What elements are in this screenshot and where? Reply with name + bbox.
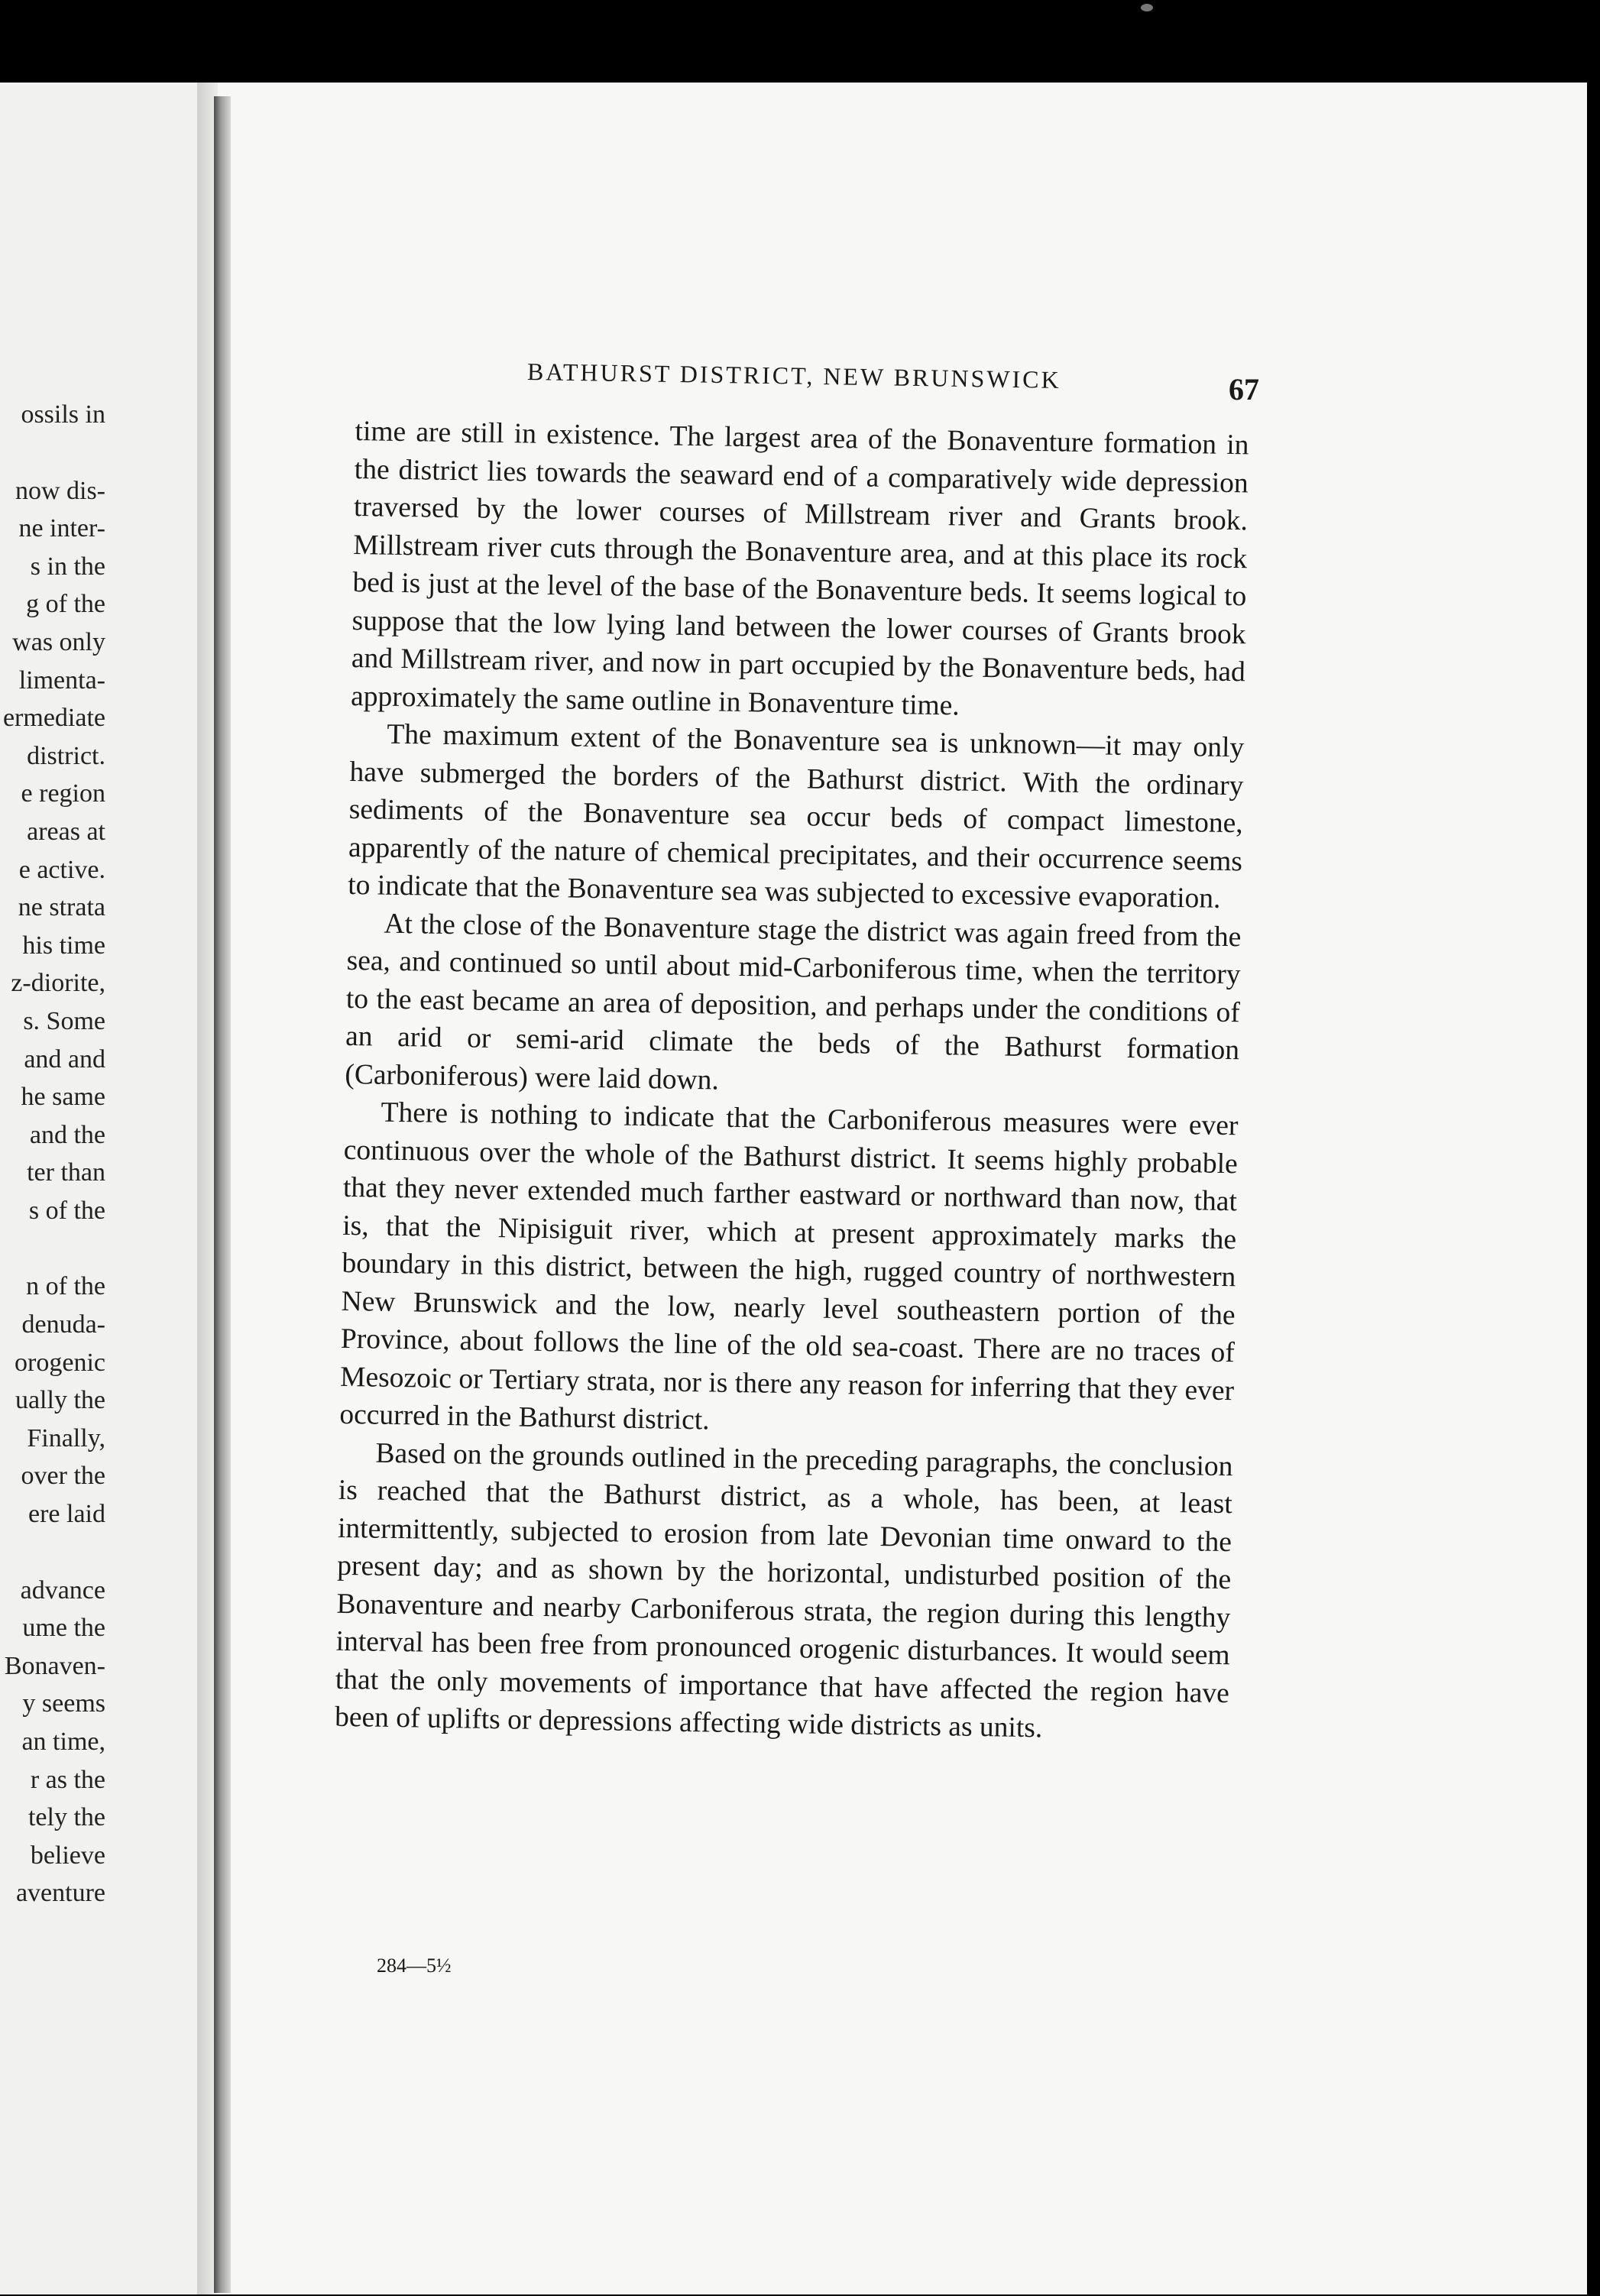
left-line: was only xyxy=(12,627,105,656)
left-line: r as the xyxy=(30,1765,105,1794)
signature-mark: 284—5½ xyxy=(377,1954,452,1977)
left-line xyxy=(3,1533,105,1572)
left-line: his time xyxy=(22,931,105,960)
left-line: he same xyxy=(21,1083,105,1112)
left-line: limenta- xyxy=(18,665,105,695)
left-page-text xyxy=(3,396,105,1912)
left-line: n of the xyxy=(26,1272,105,1301)
left-line: s in the xyxy=(30,552,105,581)
left-line: e active. xyxy=(18,855,105,884)
left-line: ne inter- xyxy=(18,514,105,543)
left-line: tely the xyxy=(28,1803,105,1832)
paragraph: Based on the grounds outlined in the preceding paragraphs, the conclusion is reached that the Bathurst district, as a whole, has been, at least intermittently, subjected to erosion from late Devonian time onward to the present day; and as shown by the horizontal, undisturbed position of the Bonaventure and nearby Carboniferous strata, the region during this lengthy interval has been free from pronounced orogenic disturbances. It would seem that the only movements of importance that have affected the region have been of uplifts or depressions affecting wide districts as units. xyxy=(334,1437,1233,1744)
left-line: z-diorite, xyxy=(11,969,105,998)
left-line: and the xyxy=(29,1120,105,1149)
left-line: and and xyxy=(24,1044,105,1074)
paragraph: There is nothing to indicate that the Carboniferous measures were ever continuous over the whole of the Bathurst district. It seems highly probable that they never extended much farther eastward or northward than now, that is, that the Nipisiguit river, which at present approximately marks the boundary in this district, between the high, rugged country of northwestern New Brunswick and the low, nearly level southeastern portion of the Province, about follows the line of the old sea-coast. There are no traces of Mesozoic or Tertiary strata, nor is there any reason for inferring that they ever occurred in the Bathurst district. xyxy=(339,1096,1239,1436)
left-line: aventure xyxy=(15,1879,105,1908)
left-line: ne strata xyxy=(18,893,105,922)
left-line xyxy=(3,434,105,472)
left-line: Bonaven- xyxy=(4,1651,105,1680)
left-line: advance xyxy=(20,1575,105,1605)
left-line xyxy=(3,1229,105,1268)
page-number: 67 xyxy=(1229,372,1259,406)
left-page xyxy=(0,83,197,2294)
left-line: areas at xyxy=(27,817,105,846)
left-line: ere laid xyxy=(28,1500,105,1529)
left-line: denuda- xyxy=(21,1310,105,1339)
left-line: ume the xyxy=(22,1614,105,1643)
scan-speck xyxy=(1141,4,1153,11)
left-line: g of the xyxy=(26,590,105,619)
left-line: s. Some xyxy=(23,1006,105,1035)
left-line: over the xyxy=(21,1462,105,1491)
left-line: ermediate xyxy=(2,704,105,733)
running-header: BATHURST DISTRICT, NEW BRUNSWICK xyxy=(526,358,1061,393)
left-line: y seems xyxy=(22,1689,105,1718)
left-line: now dis- xyxy=(15,476,105,505)
paragraph: At the close of the Bonaventure stage the district was again freed from the sea, and continued so until about mid-Carboniferous time, when the territory to the east became an area of deposition, and perhaps under the conditions of an arid or semi-arid climate the beds of the Bathurst formation (Carboniferous) were laid down. xyxy=(345,908,1242,1096)
left-line: ter than xyxy=(27,1158,105,1187)
paragraph: The maximum extent of the Bonaventure sea is unknown—it may only have submerged the borders of the Bathurst district. With the ordinary sediments of the Bonaventure sea occur beds of compact limestone, apparently of the nature of chemical precipitates, and their occurrence seems to indicate that the Bonaventure sea was subjected to excessive evaporation. xyxy=(347,718,1245,915)
left-line: ossils in xyxy=(21,400,105,429)
left-line: district. xyxy=(27,741,105,770)
left-line: an time, xyxy=(21,1728,105,1756)
left-line: s of the xyxy=(28,1196,105,1225)
left-line: orogenic xyxy=(15,1348,105,1377)
book-spine xyxy=(214,96,231,2293)
left-line: believe xyxy=(30,1841,105,1870)
body-text xyxy=(335,413,1249,1750)
left-line: ually the xyxy=(15,1386,105,1415)
paragraph: time are still in existence. The largest area of the Bonaventure formation in the district lies towards the seaward end of a comparatively wide depression traversed by the lower courses of Millstream river and Grants brook. Millstream river cuts through the Bonaventure area, and at this place its rock bed is just at the level of the base of the Bonaventure beds. It seems logical to suppose that the low lying land between the lower courses of Grants brook and Millstream river, and now in part occupied by the Bonaventure beds, had approximately the same outline in Bonaventure time. xyxy=(350,415,1249,721)
left-line: e region xyxy=(21,779,105,808)
left-line: Finally, xyxy=(27,1423,105,1452)
